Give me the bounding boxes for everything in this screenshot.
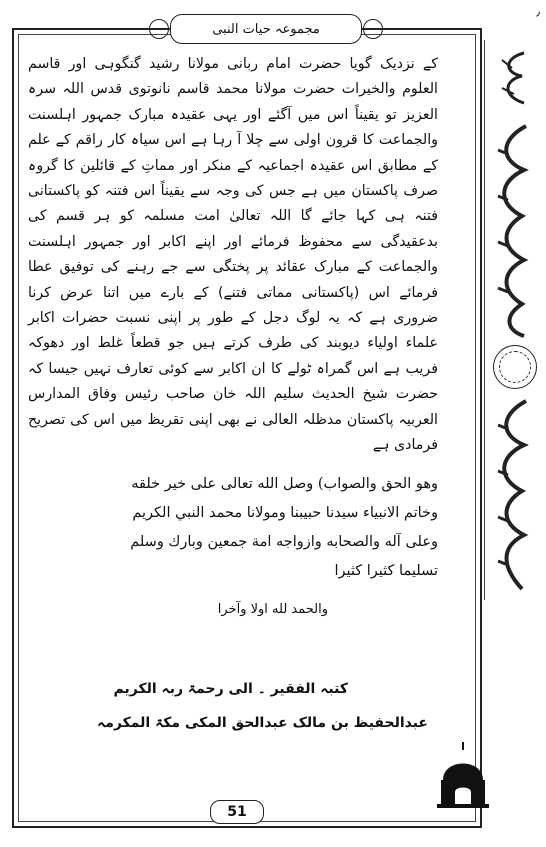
- body-paragraph: کے نزدیک گویا حضرت امام ربانی مولانا رشید گنگوہی اور قاسم العلوم والخیرات حضرت مولانا محمد قاسم نانوتوی قدس اللہ سرہ العزیز تو یقیناً اس میں آگئے اور یہی عقیدہ مبارک جمہور اہلسنت والجماعت کا قرون اولی سے چلا آ رہا ہے اس سیاہ کار راقم کے علم کے مطابق اس عقیدہ اجماعیہ کے منکر اور مماتِ کے قائلین کا گروہ صرف پاکستان میں ہے جس کی وجہ سے یقیناً اس فتنہ کو پاکستانی فتنہ ہی کہا جائے گا اللہ تعالیٰ امت مسلمہ کو ہر قسم کی بدعقیدگی سے محفوظ فرمائے اور اپنے اکابر اور جمہور اہلسنت والجماعت کے مبارک عقائد پر پختگی سے جے رہنے کی توفیق عطا فرمائے اس (پاکستانی مماتی فتنے) کے بارے میں اتنا عرض کرنا ضروری ہے کہ یہ لوگ دجل کے طور پر اپنی نسبت حضرات اکابر علماء اولیاء دیوبند کی طرف کرتے ہیں جو قطعاً غلط اور دھوکہ فریب ہے اس گمراہ ٹولے کا ان اکابر سے کوئی تعارف نہیں جیسا کہ حضرت شیخ الحدیث سلیم اللہ خان صاحب رئیس وفاق المدارس العربیہ پاکستان مدظلہ العالی نے بھی اپنی تقریظ میں اس کی تصریح فرمادی ہے: [28, 56, 438, 454]
- arabic-closing: [28, 470, 438, 586]
- calligraphy-ornament-icon: [491, 48, 537, 108]
- arabic-line: وخاتم الانبياء سيدنا حبيبنا ومولانا محمد النبي الكريم: [132, 505, 438, 521]
- page-number: 51: [210, 800, 264, 824]
- calligraphy-ornament-icon: [491, 395, 537, 595]
- seal-medallion-icon: [493, 345, 537, 389]
- running-header: [170, 14, 362, 44]
- mosque-dome-icon: [433, 740, 493, 810]
- author-signature: [28, 672, 438, 740]
- signature-line: عبدالحفیظ بن مالک عبدالحق المکی مکۃ المکرمہ: [97, 715, 428, 731]
- closing-praise: والحمد لله اولا وآخرا: [217, 602, 328, 617]
- running-title: مجموعہ حیات النبی: [212, 21, 320, 37]
- arabic-line: وعلى آله والصحابه وازواجه امة جمعين وبارك وسلم: [130, 534, 438, 550]
- signature-line: کتبہ الفقیر ۔ الی رحمۃ ربہ الکریم: [113, 681, 348, 697]
- main-text: [28, 52, 438, 459]
- arabic-line: وهو الحق والصواب) وصل الله تعالى على خير خلقه: [131, 476, 438, 492]
- calligraphy-ornament-icon: [491, 120, 537, 340]
- arabic-line: تسليما كثيرا كثيرا: [334, 563, 438, 579]
- decorative-sidebar: [484, 40, 543, 600]
- corner-mark: ٫: [536, 4, 540, 18]
